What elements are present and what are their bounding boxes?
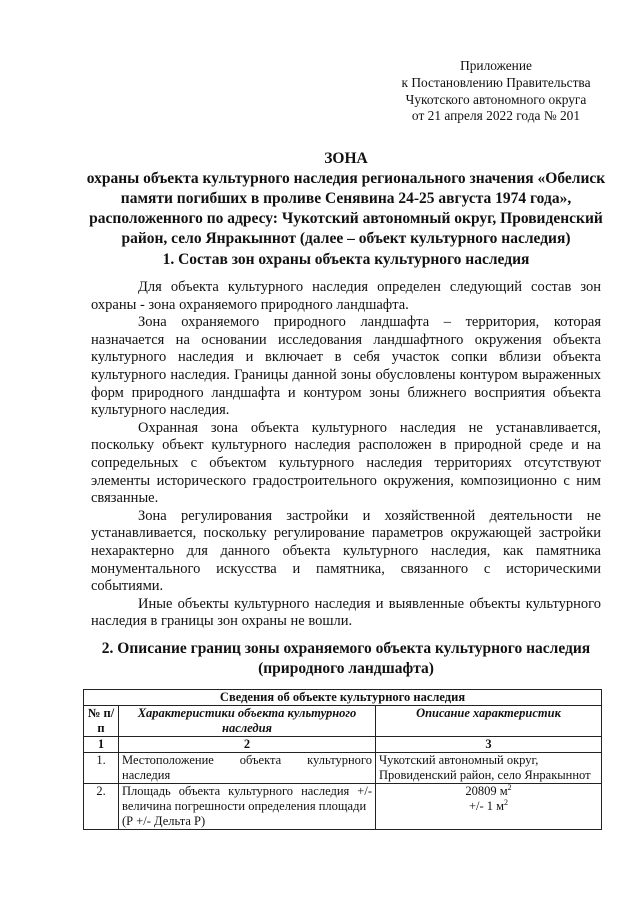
paragraph: Охранная зона объекта культурного наследия не устанавливается, поскольку объект культурного наследия расположен в природной среде и на сопредельных с объектом культурного наследия территориях отсутствуют элементы исторического градостроительного окружения, композиционно с ним связанные. <box>91 419 601 507</box>
document-title <box>82 149 610 249</box>
header-description: Описание характеристик <box>376 706 602 737</box>
col-number: 2 <box>119 737 376 753</box>
paragraph: Зона охраняемого природного ландшафта – территория, которая назначается на основании исследования ландшафтного окружения объекта культурного наследия и включает в себя участок сопки вблизи объекта культурного наследия. Границы данной зоны обусловлены контуром выраженных форм природного ландшафта и контуром зоны ближнего восприятия объекта культурного наследия. <box>91 314 601 419</box>
object-info-table <box>83 689 602 830</box>
column-number-row <box>84 737 602 753</box>
title-line: ЗОНА <box>324 150 368 167</box>
section1-heading: 1. Состав зон охраны объекта культурного наследия <box>162 251 530 268</box>
table-caption-row <box>84 690 602 706</box>
paragraph: Зона регулирования застройки и хозяйственной деятельности не устанавливается, поскольку регулирование параметров окружающей застройки нехарактерно для данного объекта культурного наследия, как памятника монументального искусства и памятника, связанного с историческими событиями. <box>91 507 601 595</box>
header-num: № п/п <box>84 706 119 737</box>
header-characteristic: Характеристики объекта культурного наследия <box>119 706 376 737</box>
row-num: 2. <box>84 784 119 830</box>
heading-line: (природного ландшафта) <box>258 660 434 677</box>
row-description-cell <box>376 784 602 830</box>
row-num: 1. <box>84 753 119 784</box>
row-description: Чукотский автономный округ, Провиденский район, село Янракыннот <box>376 753 602 784</box>
title-line: охраны объекта культурного наследия регионального значения «Обелиск <box>86 170 606 187</box>
col-number: 1 <box>84 737 119 753</box>
table-row <box>84 753 602 784</box>
row-characteristic-note: (Р +/- Дельта Р) <box>122 814 206 828</box>
section2-heading <box>82 639 610 679</box>
title-line: район, село Янракыннот (далее – объект культурного наследия) <box>121 230 571 247</box>
col-number: 3 <box>376 737 602 753</box>
annex-line: Приложение <box>460 58 532 73</box>
annex-line: от 21 апреля 2022 года № 201 <box>411 108 581 124</box>
area-value: 20809 $м^2$ <box>465 782 512 798</box>
annex-line: Чукотского автономного округа <box>405 91 587 107</box>
annex-line: к Постановлению Правительства <box>401 74 591 90</box>
table-header-row <box>84 706 602 737</box>
paragraph: Иные объекты культурного наследия и выявленные объекты культурного наследия в границы зон охраны не вошли. <box>91 595 601 630</box>
paragraph: Для объекта культурного наследия определен следующий состав зон охраны - зона охраняемого природного ландшафта. <box>91 279 601 313</box>
heading-line: 2. Описание границ зоны охраняемого объекта культурного наследия <box>101 640 591 657</box>
table-caption: Сведения об объекте культурного наследия <box>84 690 602 706</box>
title-line: расположенного по адресу: Чукотский автономный округ, Провиденский <box>89 210 603 227</box>
row-characteristic-cell <box>119 784 376 830</box>
title-line: памяти погибших в проливе Сенявина 24-25 августа 1974 года», <box>120 190 572 207</box>
table-row <box>84 784 602 830</box>
annex-block <box>376 58 616 125</box>
row-characteristic: Местоположение объекта культурного наследия <box>119 753 376 784</box>
row-characteristic: Площадь объекта культурного наследия +/- величина погрешности определения площади <box>122 784 372 813</box>
section1-body <box>91 279 601 631</box>
area-error: +/- 1 $м^2$ <box>468 797 509 813</box>
